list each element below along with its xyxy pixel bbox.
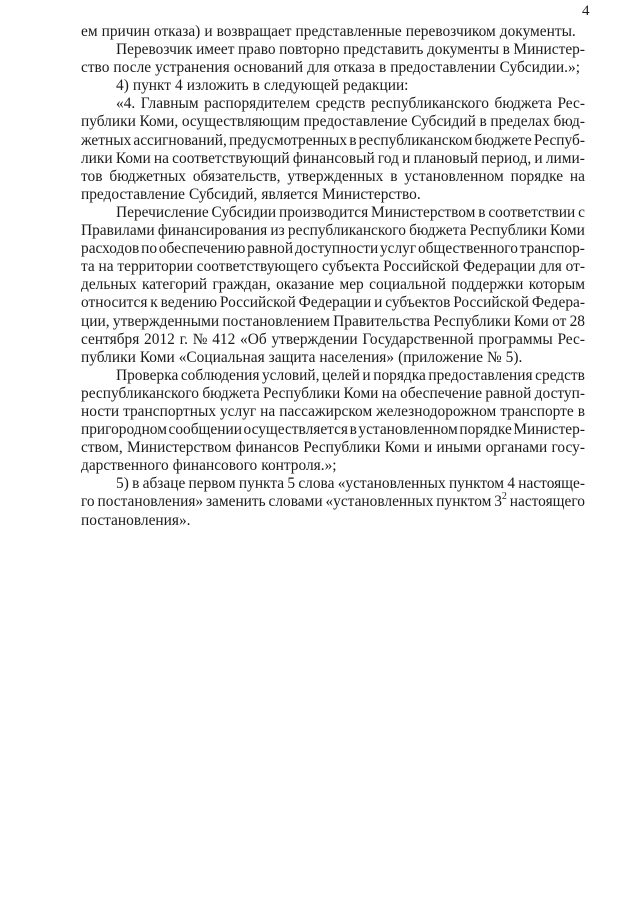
word: право bbox=[237, 41, 276, 59]
word: постановления» bbox=[97, 493, 204, 511]
word: пункта bbox=[238, 475, 285, 493]
word: республиканском bbox=[358, 131, 473, 149]
word: установленном bbox=[404, 167, 504, 185]
text-line bbox=[81, 41, 585, 59]
word: Субсидии.»; bbox=[499, 59, 580, 77]
word: республиканского bbox=[370, 95, 489, 113]
word: первом bbox=[188, 475, 236, 493]
word: Республики bbox=[469, 222, 547, 240]
word: го bbox=[81, 493, 95, 511]
word: 4 bbox=[507, 475, 516, 493]
word: ции, bbox=[81, 312, 110, 330]
word: порядке bbox=[510, 167, 564, 185]
word: № bbox=[486, 348, 502, 366]
word: средств bbox=[315, 95, 366, 113]
word: имеет bbox=[196, 41, 235, 59]
text-line bbox=[81, 276, 585, 294]
text-line bbox=[81, 512, 585, 530]
word: 412 bbox=[212, 330, 236, 348]
word: Правительства bbox=[333, 312, 431, 330]
word: пунктом bbox=[436, 493, 492, 511]
word: Республики bbox=[303, 439, 381, 457]
word: финансового bbox=[172, 457, 258, 475]
word: постановления». bbox=[81, 511, 191, 529]
word: та bbox=[81, 258, 95, 276]
word: порядка bbox=[373, 366, 426, 384]
text-line bbox=[81, 313, 585, 331]
word: и bbox=[374, 294, 383, 312]
word: и bbox=[362, 366, 371, 384]
word: Рес- bbox=[557, 95, 585, 113]
word: равной bbox=[485, 384, 532, 402]
word: Коми bbox=[513, 312, 549, 330]
word: жетных bbox=[81, 131, 132, 149]
word: возвращает bbox=[216, 23, 292, 40]
paragraph bbox=[81, 23, 585, 41]
word: абзаце bbox=[142, 475, 186, 493]
word: Федерации bbox=[462, 258, 536, 276]
word: пределах bbox=[490, 113, 550, 131]
word: органами bbox=[485, 439, 548, 457]
word: услуг bbox=[219, 402, 257, 420]
text-line bbox=[81, 403, 585, 421]
word: услуг bbox=[379, 240, 417, 258]
word: дельных bbox=[81, 276, 137, 294]
word: соблюдения bbox=[180, 366, 260, 384]
word: и bbox=[204, 23, 213, 40]
word: бюджетных bbox=[109, 167, 186, 185]
word: ведению bbox=[160, 294, 218, 312]
word: транспорте bbox=[500, 402, 574, 420]
text-line bbox=[81, 23, 585, 41]
word: доступ- bbox=[534, 384, 585, 402]
word: равной bbox=[247, 240, 294, 258]
word: дарственного bbox=[81, 457, 169, 475]
word: осуществляющим bbox=[181, 113, 301, 131]
word: Проверка bbox=[116, 366, 179, 384]
word: финансовый bbox=[292, 149, 375, 167]
word: и bbox=[534, 149, 543, 167]
paragraph bbox=[81, 367, 585, 476]
word: ем bbox=[81, 23, 98, 40]
word: лики bbox=[81, 149, 113, 167]
word: расходов bbox=[81, 240, 140, 258]
text-line bbox=[81, 113, 585, 131]
word: обязательств, bbox=[192, 167, 281, 185]
word: для bbox=[307, 59, 330, 77]
word: редакции: bbox=[343, 77, 409, 95]
word: поддержки bbox=[451, 276, 524, 294]
word: 5 bbox=[287, 475, 296, 493]
word: после bbox=[113, 59, 152, 77]
word: год bbox=[377, 149, 399, 167]
word: отказа) bbox=[153, 23, 201, 40]
word: социальной bbox=[369, 276, 446, 294]
word: утвержденными bbox=[112, 312, 220, 330]
word: Министерством bbox=[127, 439, 232, 457]
word: и bbox=[402, 149, 411, 167]
word: в bbox=[390, 167, 398, 185]
word: $3^2$ bbox=[494, 491, 507, 511]
word: предоставление bbox=[81, 185, 185, 203]
paragraph bbox=[81, 204, 585, 367]
word: документы bbox=[426, 41, 500, 59]
word: транспортных bbox=[123, 402, 217, 420]
word: с bbox=[578, 203, 585, 221]
word: документы. bbox=[499, 23, 576, 40]
text-line bbox=[81, 367, 585, 385]
text-line bbox=[81, 204, 585, 222]
word: соответствующий bbox=[172, 149, 290, 167]
word: представленные bbox=[295, 23, 402, 40]
word: для bbox=[539, 258, 562, 276]
text-line bbox=[81, 421, 585, 439]
word: субъектов bbox=[385, 294, 451, 312]
word: плановый bbox=[413, 149, 479, 167]
text-line bbox=[81, 95, 585, 113]
word: слова bbox=[298, 475, 335, 493]
word: 2012 bbox=[144, 330, 175, 348]
text-line bbox=[81, 457, 585, 475]
word: «установленных bbox=[325, 493, 434, 511]
text-line bbox=[81, 240, 585, 258]
word: причин bbox=[101, 23, 150, 40]
word: пассажирском bbox=[279, 402, 373, 420]
word: Коми bbox=[115, 149, 151, 167]
word: защита bbox=[268, 348, 316, 366]
word: следующей bbox=[263, 77, 340, 95]
text-line bbox=[81, 59, 585, 77]
word: Российской bbox=[453, 294, 530, 312]
word: программы bbox=[478, 330, 553, 348]
word: обеспечение bbox=[400, 384, 483, 402]
word: настояще- bbox=[518, 475, 585, 493]
text-line bbox=[81, 349, 585, 367]
word: Государственной bbox=[362, 330, 474, 348]
word: в bbox=[378, 59, 387, 77]
word: является bbox=[261, 185, 318, 203]
word: Перечисление bbox=[116, 203, 209, 221]
word: Коми, bbox=[139, 113, 179, 131]
word: Главным bbox=[140, 95, 199, 113]
word: Субсидий, bbox=[188, 185, 258, 203]
word: Министер- bbox=[513, 421, 585, 439]
word: Перевозчик bbox=[116, 41, 193, 59]
word: Министерство. bbox=[321, 185, 421, 203]
word: Министерством bbox=[371, 203, 476, 221]
word: доступности bbox=[294, 240, 379, 258]
text-line bbox=[81, 168, 585, 186]
word: финансов bbox=[235, 439, 299, 457]
word: бюджета bbox=[494, 95, 552, 113]
word: в bbox=[478, 203, 486, 221]
word: представить bbox=[343, 41, 424, 59]
word: настоящего bbox=[509, 493, 585, 511]
word: Респуб- bbox=[533, 131, 585, 149]
word: г. bbox=[179, 330, 189, 348]
word: 5) bbox=[116, 475, 129, 493]
word: (приложение bbox=[398, 348, 483, 366]
text-line bbox=[81, 439, 585, 457]
word: Российской bbox=[219, 294, 296, 312]
word: на bbox=[260, 402, 276, 420]
word: Субсидии bbox=[211, 203, 277, 221]
text-line bbox=[81, 186, 585, 204]
word: установленном bbox=[358, 421, 458, 439]
word: в bbox=[502, 41, 510, 59]
word: Республики bbox=[433, 312, 511, 330]
paragraph bbox=[81, 77, 585, 95]
text-line bbox=[81, 150, 585, 168]
word: «установленных bbox=[337, 475, 446, 493]
word: изложить bbox=[186, 77, 249, 95]
word: граждан, bbox=[212, 276, 271, 294]
word: 28 bbox=[569, 312, 585, 330]
word: период, bbox=[481, 149, 532, 167]
word: утверждении bbox=[271, 330, 358, 348]
word: целей bbox=[322, 366, 360, 384]
word: к bbox=[150, 294, 158, 312]
word: ассигнований, bbox=[133, 131, 227, 149]
word: транспор- bbox=[519, 240, 585, 258]
word: бюджета bbox=[202, 384, 260, 402]
word: общественного bbox=[417, 240, 518, 258]
word: и bbox=[423, 439, 433, 457]
text-line bbox=[81, 331, 585, 349]
document-body bbox=[81, 23, 585, 530]
word: «Социальная bbox=[178, 348, 265, 366]
word: Федерации bbox=[298, 294, 372, 312]
word: соответствии bbox=[488, 203, 576, 221]
word: публики bbox=[81, 348, 136, 366]
page-number: 4 bbox=[582, 3, 590, 19]
word: республиканского bbox=[81, 384, 199, 402]
word: финансирования bbox=[157, 222, 268, 240]
word: на bbox=[153, 149, 169, 167]
word: 4 bbox=[175, 77, 183, 95]
word: мер bbox=[339, 276, 364, 294]
word: на bbox=[569, 167, 585, 185]
text-line bbox=[81, 385, 585, 403]
text-line bbox=[81, 493, 585, 511]
word: в bbox=[349, 421, 357, 439]
word: категорий bbox=[142, 276, 208, 294]
word: оснований bbox=[233, 59, 304, 77]
word: «Об bbox=[240, 330, 267, 348]
word: 4) bbox=[116, 77, 129, 95]
word: Республики bbox=[263, 384, 341, 402]
text-line bbox=[81, 77, 585, 95]
word: обеспечению bbox=[158, 240, 246, 258]
word: Рес- bbox=[557, 330, 585, 348]
word: оказание bbox=[276, 276, 335, 294]
word: предоставлении bbox=[390, 59, 496, 77]
word: в bbox=[577, 402, 585, 420]
word: № bbox=[192, 330, 208, 348]
word: субъекта bbox=[322, 258, 380, 276]
word: 5). bbox=[505, 348, 523, 366]
word: устранения bbox=[155, 59, 230, 77]
paragraph bbox=[81, 95, 585, 204]
word: из bbox=[270, 222, 285, 240]
word: бюджете bbox=[474, 131, 532, 149]
word: ством, bbox=[81, 439, 123, 457]
superscript: 2 bbox=[501, 491, 507, 503]
word: в bbox=[479, 113, 487, 131]
word: предусмотренных bbox=[228, 131, 348, 149]
word: публики bbox=[81, 113, 136, 131]
word: Субсидий bbox=[411, 113, 476, 131]
paragraph bbox=[81, 41, 585, 77]
word: Правилами bbox=[81, 222, 155, 240]
word: перевозчиком bbox=[405, 23, 496, 40]
word: «4. bbox=[116, 95, 136, 113]
word: распорядителем bbox=[204, 95, 311, 113]
word: железнодорожном bbox=[376, 402, 497, 420]
word: на bbox=[98, 258, 114, 276]
text-line bbox=[81, 132, 585, 150]
word: по bbox=[141, 240, 158, 258]
word: постановлением bbox=[222, 312, 330, 330]
word: отказа bbox=[333, 59, 375, 77]
word: тов bbox=[81, 167, 103, 185]
word: сообщении bbox=[168, 421, 242, 439]
word: территории bbox=[117, 258, 193, 276]
word: которым bbox=[528, 276, 585, 294]
word: сентября bbox=[81, 330, 140, 348]
word: Коми bbox=[550, 222, 585, 240]
word: в bbox=[132, 475, 140, 493]
word: Коми bbox=[139, 348, 175, 366]
word: Коми bbox=[343, 384, 379, 402]
word: контроля.»; bbox=[261, 457, 337, 475]
word: Федера- bbox=[531, 294, 585, 312]
paragraph bbox=[81, 475, 585, 529]
word: на bbox=[381, 384, 397, 402]
word: Коми bbox=[384, 439, 420, 457]
word: пригородном bbox=[81, 421, 167, 439]
word: пунктом bbox=[448, 475, 505, 493]
word: условий, bbox=[261, 366, 320, 384]
word: населения» bbox=[319, 348, 395, 366]
word: осуществляется bbox=[243, 421, 349, 439]
word: предоставление bbox=[303, 113, 408, 131]
word: соответствующего bbox=[196, 258, 319, 276]
word: ности bbox=[81, 402, 120, 420]
word: пункт bbox=[132, 77, 171, 95]
word: повторно bbox=[279, 41, 340, 59]
word: от bbox=[552, 312, 567, 330]
word: словами bbox=[268, 493, 323, 511]
word: в bbox=[252, 77, 260, 95]
text-line bbox=[81, 222, 585, 240]
word: порядке bbox=[459, 421, 512, 439]
word: иными bbox=[436, 439, 482, 457]
word: утвержденных bbox=[287, 167, 384, 185]
word: бюджета bbox=[409, 222, 467, 240]
word: лими- bbox=[545, 149, 585, 167]
word: Российской bbox=[383, 258, 460, 276]
word: средств bbox=[535, 366, 585, 384]
word: Министер- bbox=[513, 41, 585, 59]
word: в bbox=[349, 131, 357, 149]
word: бюд- bbox=[553, 113, 585, 131]
word: относится bbox=[81, 294, 148, 312]
text-line bbox=[81, 294, 585, 312]
word: госу- bbox=[551, 439, 585, 457]
word: заменить bbox=[205, 493, 266, 511]
word: от- bbox=[565, 258, 585, 276]
word: республиканского bbox=[287, 222, 406, 240]
text-line bbox=[81, 475, 585, 493]
word: ство bbox=[81, 59, 110, 77]
text-line bbox=[81, 258, 585, 276]
word: предоставления bbox=[428, 366, 533, 384]
word: производится bbox=[278, 203, 369, 221]
